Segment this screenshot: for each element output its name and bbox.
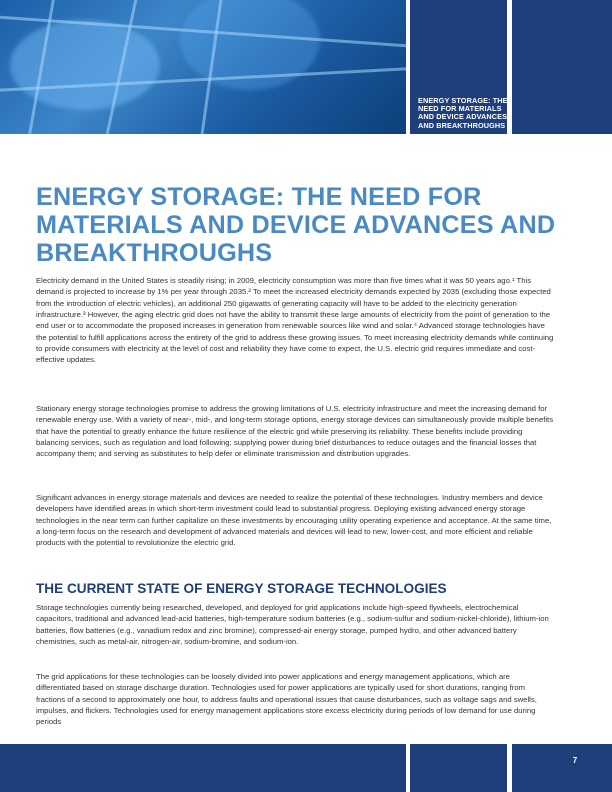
body-paragraph: Storage technologies currently being researched, developed, and deployed for grid applications include high-speed flywheels, electrochemical capacitors, traditional and advanced lead-acid batteries, high-temperature sodium batteries (e.g., sodium-sulfur and sodium-nickel-chloride), lithium-ion batteries, flow batteries (e.g., vanadium redox and zinc bromine), compressed-air energy storage, pumped hydro, and other advanced battery chemistries, such as metal-air, nitrogen-air, sodium-bromine, and sodium-ion. [36,603,549,647]
body-paragraph: Significant advances in energy storage materials and devices are needed to realize the potential of these technologies. Industry members and device developers have identified areas in which short-term investment could lead to substantial progress. Deploying existing advanced energy storage technologies in the near term can further capitalize on these investments by encouraging utility operating experience and acceptance. At the same time, a long-term focus on the research and development of advanced materials and devices will lead to new, lower-cost, and more efficient and reliable products with the potential to revolutionize the electric grid. [36,493,552,548]
body-paragraph: The grid applications for these technologies can be loosely divided into power applications and energy management applications, which are differentiated based on storage discharge duration. Technologies used for power applications are typically used for short durations, ranging from fractions of a second to approximately one hour, to address faults and operational issues that cause disturbances, such as voltage sags and swells, impulses, and flickers. Technologies used for energy management applications store excess electricity during periods of low demand for use during periods [36,672,537,727]
footer-block [410,744,507,792]
header-block-right [512,0,612,134]
body-paragraph: Stationary energy storage technologies promise to address the growing limitations of U.S. electricity infrastructure and meet the increasing demand for renewable energy use. With a variety of near-, mid-, and long-term storage options, energy storage devices can simultaneously provide multiple benefits that have the potential to greatly enhance the future resilience of the electric grid while preserving its reliability. These benefits include providing balancing services, such as regulation and load following; supplying power during brief disturbances to reduce outages and the financial losses that accompany them; and serving as substitutes to help defer or eliminate transmission and distribution upgrades. [36,404,554,459]
page-number: 7 [572,756,578,765]
footer-block-right [512,744,612,792]
header-image [0,0,406,134]
running-title: ENERGY STORAGE: THE NEED FOR MATERIALS AND DEVICE ADVANCES AND BREAKTHROUGHS [418,96,508,130]
page-title: ENERGY STORAGE: THE NEED FOR MATERIALS AND DEVICE ADVANCES AND BREAKTHROUGHS [36,183,556,267]
section-heading: THE CURRENT STATE OF ENERGY STORAGE TECHNOLOGIES [36,581,447,596]
footer-bar [0,744,406,792]
body-paragraph: Electricity demand in the United States is steadily rising; in 2009, electricity consumption was more than five times what it was 50 years ago.¹ This demand is projected to increase by 1% per year through 2035.² To meet the increased electricity demands expected by 2035 (excluding those expected from the introduction of electric vehicles), an additional 250 gigawatts of generating capacity will have to be added to the electricity generation infrastructure.³ However, the aging electric grid does not have the ability to transmit these large amounts of electricity from the point of generation to the end user or to accommodate the proposed increases in generation from renewable sources like wind and solar.⁴ Advanced storage technologies have the potential to fulfill applications across the entirety of the grid to address these growing issues. To meet increasing electricity demands while continuing to provide consumers with electricity at the level of cost and reliability they have come to expect, the U.S. electric grid requires immediate and cost-effective updates. [36,276,554,365]
